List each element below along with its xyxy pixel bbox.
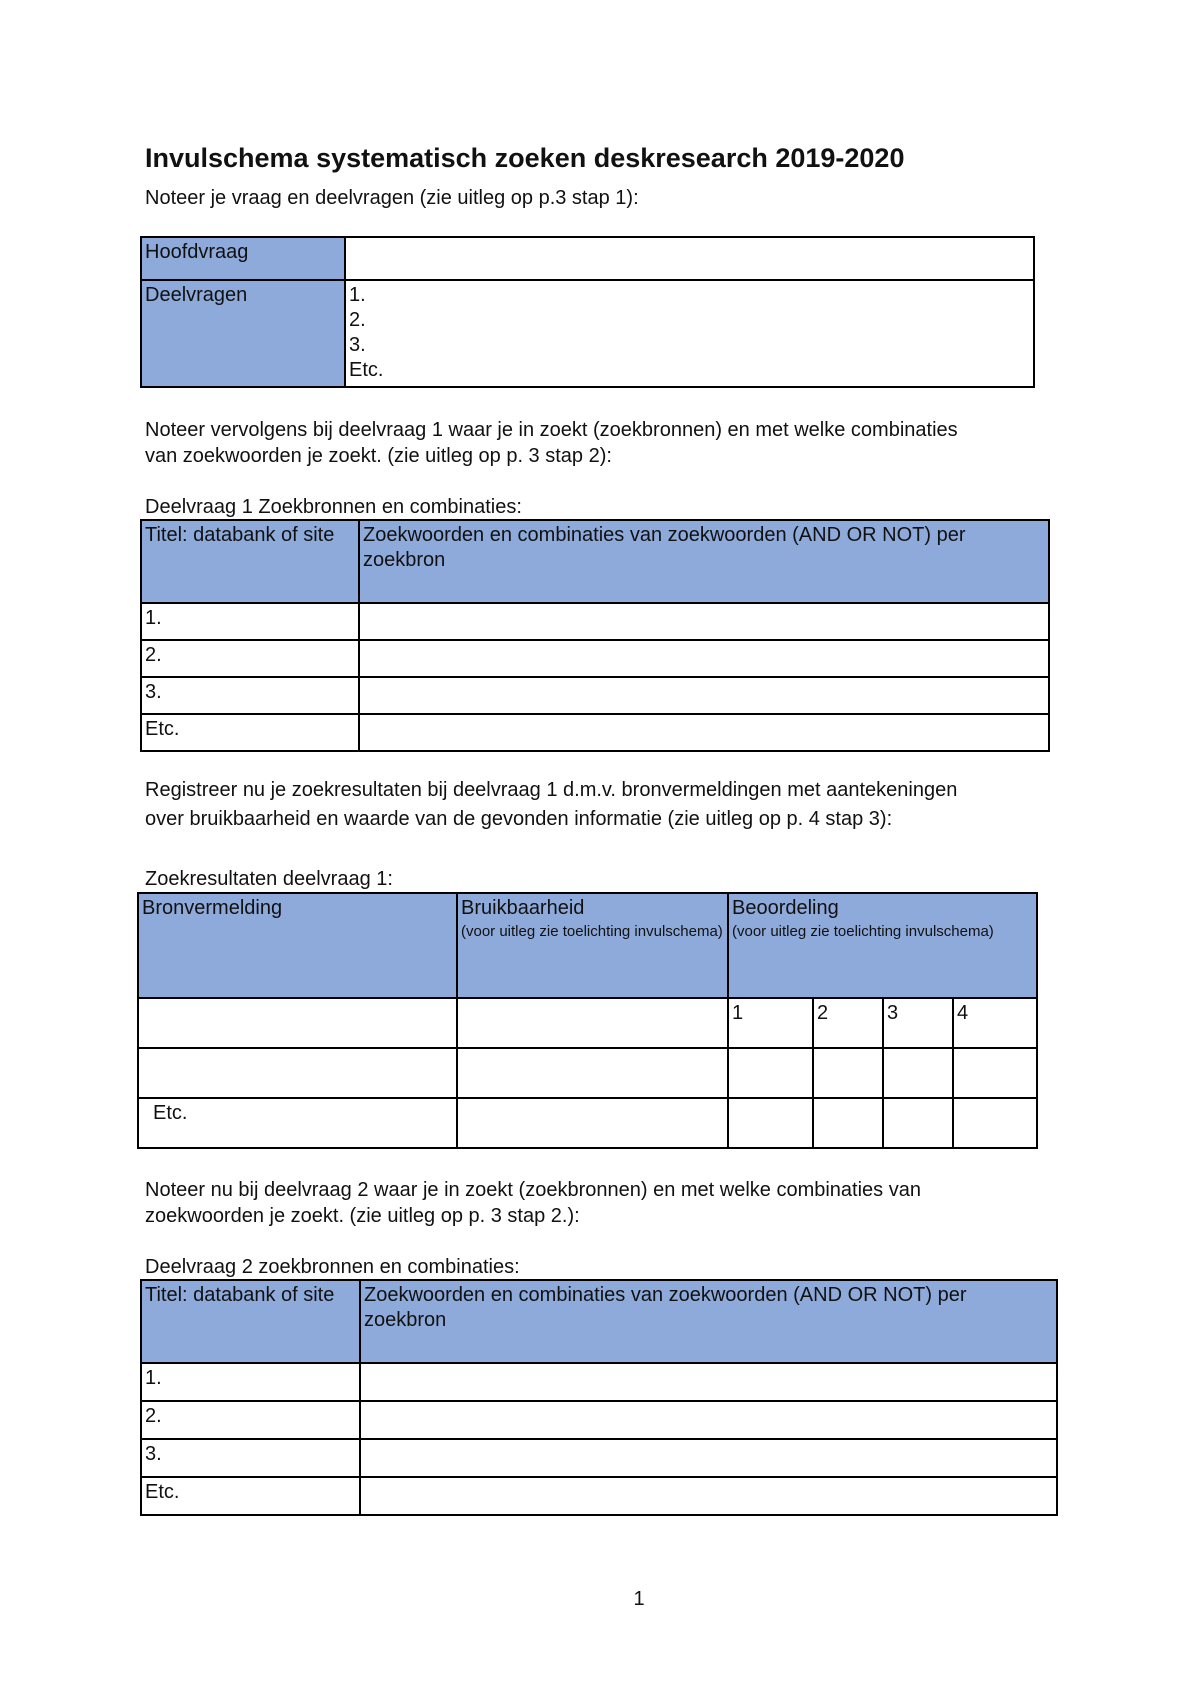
sources2-table bbox=[140, 1279, 1058, 1516]
step4-line2: zoekwoorden je zoekt. (zie uitleg op p. 3 stap 2.): bbox=[145, 1205, 580, 1227]
page-title: Invulschema systematisch zoeken deskresearch 2019-2020 bbox=[145, 143, 905, 173]
sources2-col2-header: Zoekwoorden en combinaties van zoekwoorden (AND OR NOT) per zoekbron bbox=[360, 1280, 1057, 1363]
sources1-row-field[interactable] bbox=[359, 677, 1049, 714]
sources1-col2-header: Zoekwoorden en combinaties van zoekwoorden (AND OR NOT) per zoekbron bbox=[359, 520, 1049, 603]
beoordeling-title: Beoordeling bbox=[732, 897, 839, 919]
sources1-row-label: 1. bbox=[141, 603, 359, 640]
sources1-row-field[interactable] bbox=[359, 640, 1049, 677]
results1-bronvermelding-header: Bronvermelding bbox=[138, 893, 457, 998]
results1-table bbox=[137, 892, 1038, 1149]
deelvraag-item: Etc. bbox=[349, 359, 384, 381]
sources2-row-field[interactable] bbox=[360, 1439, 1057, 1477]
score-cell-1[interactable]: 1 bbox=[728, 998, 813, 1048]
score-cell[interactable] bbox=[728, 1048, 813, 1098]
results1-bruikbaarheid-header bbox=[457, 893, 728, 998]
score-cell[interactable] bbox=[953, 1098, 1037, 1148]
deelvragen-label: Deelvragen bbox=[141, 280, 345, 387]
score-cell-4[interactable]: 4 bbox=[953, 998, 1037, 1048]
step3-line2: over bruikbaarheid en waarde van de gevonden informatie (zie uitleg op p. 4 stap 3): bbox=[145, 808, 893, 830]
sources2-caption: Deelvraag 2 zoekbronnen en combinaties: bbox=[145, 1256, 520, 1278]
hoofdvraag-label: Hoofdvraag bbox=[141, 237, 345, 280]
deelvragen-field[interactable] bbox=[345, 280, 1034, 387]
step3-line1: Registreer nu je zoekresultaten bij deelvraag 1 d.m.v. bronvermeldingen met aantekeningen bbox=[145, 779, 958, 801]
results1-beoordeling-header bbox=[728, 893, 1037, 998]
results1-etc-label: Etc. bbox=[138, 1098, 457, 1148]
sources1-row-label: 3. bbox=[141, 677, 359, 714]
sources1-row-label: Etc. bbox=[141, 714, 359, 751]
sources2-row-field[interactable] bbox=[360, 1477, 1057, 1515]
results1-bruikbaarheid-field[interactable] bbox=[457, 998, 728, 1048]
score-cell[interactable] bbox=[813, 1098, 883, 1148]
score-cell[interactable] bbox=[953, 1048, 1037, 1098]
sources2-row-field[interactable] bbox=[360, 1363, 1057, 1401]
step2-line1: Noteer vervolgens bij deelvraag 1 waar je in zoekt (zoekbronnen) en met welke combinaties bbox=[145, 419, 958, 441]
results1-bron-field[interactable] bbox=[138, 1048, 457, 1098]
deelvraag-item: 2. bbox=[349, 309, 366, 331]
score-cell[interactable] bbox=[728, 1098, 813, 1148]
deelvraag-item: 3. bbox=[349, 334, 366, 356]
score-cell[interactable] bbox=[883, 1098, 953, 1148]
score-cell[interactable] bbox=[813, 1048, 883, 1098]
sources2-row-label: 1. bbox=[141, 1363, 360, 1401]
results1-bron-field[interactable] bbox=[138, 998, 457, 1048]
results1-bruikbaarheid-field[interactable] bbox=[457, 1048, 728, 1098]
bruikbaarheid-note: (voor uitleg zie toelichting invulschema) bbox=[461, 923, 723, 940]
sources2-col1-header: Titel: databank of site bbox=[141, 1280, 360, 1363]
sources1-caption: Deelvraag 1 Zoekbronnen en combinaties: bbox=[145, 496, 522, 518]
bruikbaarheid-title: Bruikbaarheid bbox=[461, 897, 585, 919]
step2-line2: van zoekwoorden je zoekt. (zie uitleg op p. 3 stap 2): bbox=[145, 445, 612, 467]
sources2-row-label: 2. bbox=[141, 1401, 360, 1439]
results1-bruikbaarheid-field[interactable] bbox=[457, 1098, 728, 1148]
sources2-row-field[interactable] bbox=[360, 1401, 1057, 1439]
score-cell-3[interactable]: 3 bbox=[883, 998, 953, 1048]
score-cell[interactable] bbox=[883, 1048, 953, 1098]
sources1-col1-header: Titel: databank of site bbox=[141, 520, 359, 603]
sources1-row-field[interactable] bbox=[359, 714, 1049, 751]
beoordeling-note: (voor uitleg zie toelichting invulschema) bbox=[732, 923, 994, 940]
sources1-row-field[interactable] bbox=[359, 603, 1049, 640]
intro-text: Noteer je vraag en deelvragen (zie uitleg op p.3 stap 1): bbox=[145, 187, 639, 209]
sources2-row-label: 3. bbox=[141, 1439, 360, 1477]
deelvraag-item: 1. bbox=[349, 284, 366, 306]
hoofdvraag-field[interactable] bbox=[345, 237, 1034, 280]
sources2-row-label: Etc. bbox=[141, 1477, 360, 1515]
sources1-table bbox=[140, 519, 1050, 752]
questions-table bbox=[140, 236, 1035, 388]
step4-line1: Noteer nu bij deelvraag 2 waar je in zoekt (zoekbronnen) en met welke combinaties van bbox=[145, 1179, 921, 1201]
score-cell-2[interactable]: 2 bbox=[813, 998, 883, 1048]
page-number: 1 bbox=[633, 1588, 645, 1610]
results1-caption: Zoekresultaten deelvraag 1: bbox=[145, 868, 393, 890]
sources1-row-label: 2. bbox=[141, 640, 359, 677]
